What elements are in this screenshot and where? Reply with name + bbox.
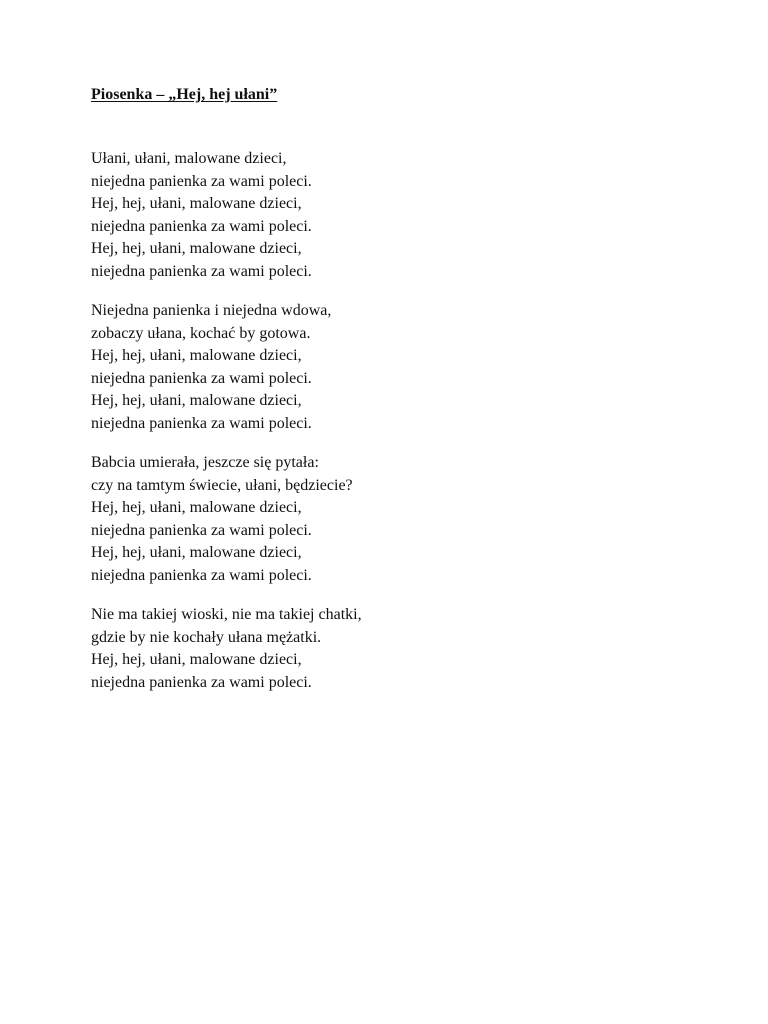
lyric-line: niejedna panienka za wami poleci. [91, 673, 312, 691]
lyric-line: Hej, hej, ułani, malowane dzieci, [91, 240, 302, 257]
lyric-line: Hej, hej, ułani, malowane dzieci, [91, 392, 302, 409]
lyric-line: niejedna panienka za wami poleci. [91, 262, 312, 280]
lyric-line: Hej, hej, ułani, malowane dzieci, [91, 195, 302, 212]
lyric-line: niejedna panienka za wami poleci. [91, 217, 312, 235]
song-title: Piosenka – „Hej, hej ułani” [91, 86, 278, 103]
lyric-line: niejedna panienka za wami poleci. [91, 521, 312, 539]
lyric-line: Babcia umierała, jeszcze się pytała: [91, 454, 319, 471]
lyric-line: Hej, hej, ułani, malowane dzieci, [91, 499, 302, 516]
lyric-line: Hej, hej, ułani, malowane dzieci, [91, 544, 302, 561]
song-lyrics [91, 148, 651, 711]
lyric-line: Hej, hej, ułani, malowane dzieci, [91, 347, 302, 364]
lyric-line: niejedna panienka za wami poleci. [91, 566, 312, 584]
lyric-line: niejedna panienka za wami poleci. [91, 369, 312, 387]
lyric-line: gdzie by nie kochały ułana mężatki. [91, 628, 322, 646]
lyric-line: Hej, hej, ułani, malowane dzieci, [91, 651, 302, 668]
stanza-1 [91, 148, 651, 283]
stanza-2 [91, 300, 651, 435]
stanza-3 [91, 452, 651, 587]
lyric-line: Ułani, ułani, malowane dzieci, [91, 150, 287, 167]
lyric-line: Niejedna panienka i niejedna wdowa, [91, 302, 332, 319]
stanza-4 [91, 604, 651, 694]
lyric-line: Nie ma takiej wioski, nie ma takiej chatki, [91, 606, 362, 623]
lyric-line: czy na tamtym świecie, ułani, będziecie? [91, 476, 353, 494]
lyric-line: niejedna panienka za wami poleci. [91, 172, 312, 190]
lyric-line: zobaczy ułana, kochać by gotowa. [91, 324, 311, 342]
lyric-line: niejedna panienka za wami poleci. [91, 414, 312, 432]
